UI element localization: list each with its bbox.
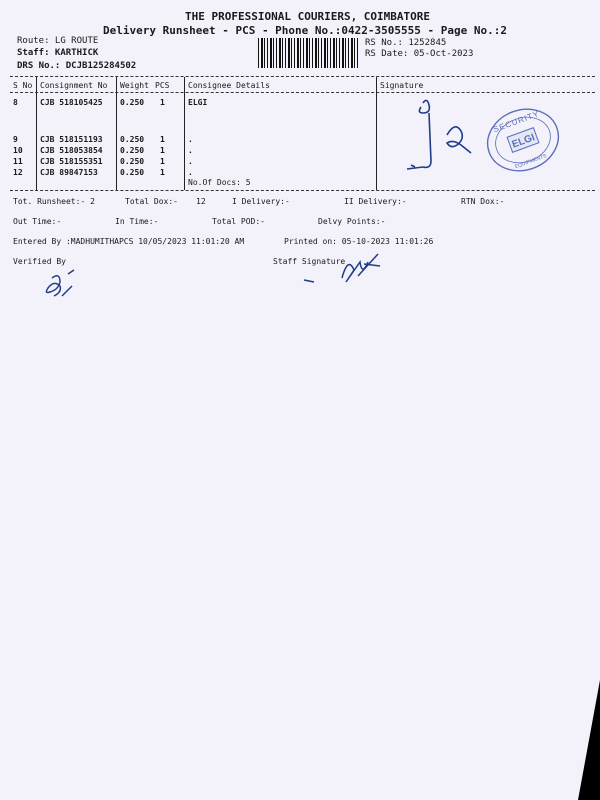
stamp-bottom-text: EQUIPMENTS	[514, 153, 548, 171]
col-header-weight: Weight	[120, 81, 149, 90]
stamp-top-text: SECURITY	[492, 109, 541, 135]
row-consignee: ELGI	[188, 98, 208, 107]
row-consignment-no: CJB 518155351	[40, 157, 103, 166]
row-pcs: 1	[160, 135, 165, 144]
row-consignment-no: CJB 518053854	[40, 146, 103, 155]
staff-label: Staff: KARTHICK	[17, 48, 99, 58]
tot-runsheet: Tot. Runsheet:- 2	[13, 197, 95, 206]
row-pcs: 1	[160, 168, 165, 177]
total-pod: Total POD:-	[212, 217, 265, 226]
scan-shadow	[578, 680, 600, 800]
in-time: In Time:-	[115, 217, 159, 226]
pen-initials	[447, 127, 471, 153]
row-consignee: .	[188, 168, 193, 177]
stamp-center-text: ELGI	[510, 132, 537, 151]
delvy-points: Delvy Points:-	[318, 217, 386, 226]
pen-signature	[407, 100, 431, 169]
rtn-dox: RTN Dox:-	[461, 197, 505, 206]
total-dox-value: 12	[196, 197, 206, 206]
drs-number: DRS No.: DCJB125284502	[17, 61, 137, 71]
col-header-sno: S No	[13, 81, 33, 90]
col-header-pcs: PCS	[155, 81, 170, 90]
row-weight: 0.250	[120, 146, 145, 155]
col-header-consignee: Consignee Details	[188, 81, 270, 90]
row-pcs: 1	[160, 157, 165, 166]
row-weight: 0.250	[120, 168, 145, 177]
row-pcs: 1	[160, 98, 165, 107]
row-sno: 9	[13, 135, 18, 144]
staff-signature-mark	[298, 250, 388, 290]
signature-and-stamp	[395, 95, 575, 190]
company-name: THE PROFESSIONAL COURIERS, COIMBATORE	[185, 10, 431, 23]
rs-date: RS Date: 05-Oct-2023	[365, 49, 474, 59]
table-top-rule	[10, 76, 595, 77]
row-weight: 0.250	[120, 135, 145, 144]
row-consignee: .	[188, 157, 193, 166]
row-sno: 8	[13, 98, 18, 107]
col-header-signature: Signature	[380, 81, 424, 90]
table-bottom-rule	[10, 190, 595, 191]
row-consignment-no: CJB 518105425	[40, 98, 103, 107]
col-header-consignment: Consignment No	[40, 81, 108, 90]
row-weight: 0.250	[120, 157, 145, 166]
row-consignee: .	[188, 135, 193, 144]
document-title: Delivery Runsheet - PCS - Phone No.:0422-3505555 - Page No.:2	[103, 24, 507, 37]
row-consignment-no: CJB 518151193	[40, 135, 103, 144]
route-label: Route: LG ROUTE	[17, 36, 99, 46]
out-time: Out Time:-	[13, 217, 62, 226]
row-consignee: .	[188, 146, 193, 155]
total-dox-label: Total Dox:-	[125, 197, 178, 206]
staff-signature-label: Staff Signature	[273, 257, 346, 266]
row-pcs: 1	[160, 146, 165, 155]
verified-by-label: Verified By	[13, 257, 66, 266]
no-of-docs: No.Of Docs: 5	[188, 178, 251, 187]
verified-by-signature	[40, 268, 90, 308]
rs-number: RS No.: 1252845	[365, 38, 447, 48]
row-consignment-no: CJB 89847153	[40, 168, 98, 177]
row-weight: 0.250	[120, 98, 145, 107]
row-sno: 10	[13, 146, 23, 155]
entered-by: Entered By :MADHUMITHAPCS 10/05/2023 11:01:20 AM	[13, 237, 245, 246]
printed-on: Printed on: 05-10-2023 11:01:26	[284, 237, 434, 246]
stamp-seal	[479, 99, 567, 180]
i-delivery: I Delivery:-	[232, 197, 290, 206]
table-header-rule	[10, 92, 595, 93]
row-sno: 12	[13, 168, 23, 177]
row-sno: 11	[13, 157, 23, 166]
barcode	[258, 38, 358, 68]
ii-delivery: II Delivery:-	[344, 197, 407, 206]
